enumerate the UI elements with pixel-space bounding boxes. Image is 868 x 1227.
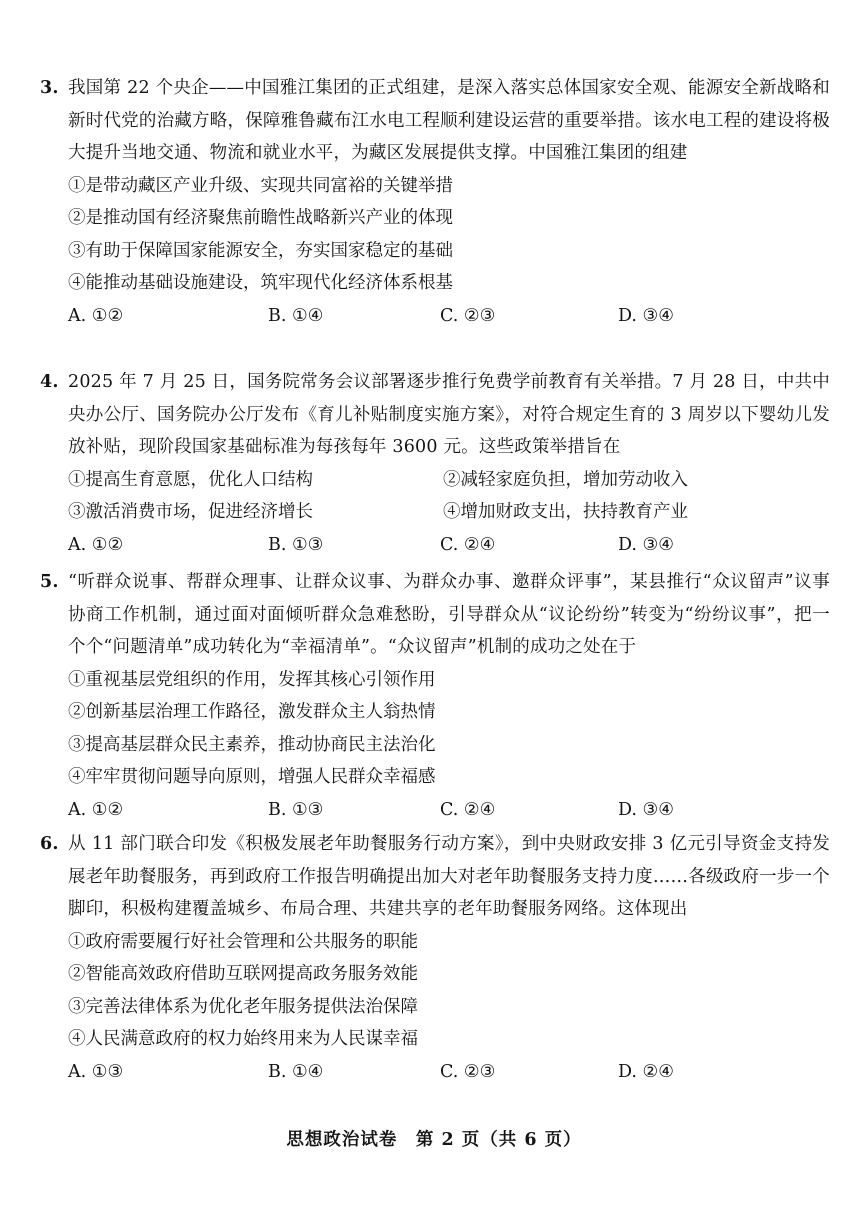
question-stem xyxy=(40,566,830,664)
statement-1: ①提高生育意愿，优化人口结构 xyxy=(68,469,313,490)
question-stem xyxy=(40,72,830,170)
option-d: D. ③④ xyxy=(618,799,674,820)
question-6 xyxy=(40,828,830,1088)
question-text: “听群众说事、帮群众理事、让群众议事、为群众办事、邀群众评事”，某县推行“众议留声”议事协商工作机制，通过面对面倾听群众急难愁盼，引导群众从“议论纷纷”转变为“纷纷议事”，把一个个“问题清单”成功转化为“幸福清单”。“众议留声”机制的成功之处在于 xyxy=(68,572,830,657)
option-b: B. ①③ xyxy=(268,799,324,820)
option-b: B. ①③ xyxy=(268,534,324,555)
statement-3: ③完善法律体系为优化老年服务提供法治保障 xyxy=(68,996,418,1017)
question-number: 4. xyxy=(40,372,59,392)
option-d: D. ②④ xyxy=(618,1061,674,1082)
question-4 xyxy=(40,366,830,561)
answer-options xyxy=(40,1056,830,1089)
statement-4: ④增加财政支出，扶持教育产业 xyxy=(443,502,688,522)
question-stem xyxy=(40,828,830,926)
statement-2: ②智能高效政府借助互联网提高政务服务效能 xyxy=(68,964,418,984)
question-text: 我国第 22 个央企——中国雅江集团的正式组建，是深入落实总体国家安全观、能源安全新战略和新时代党的治藏方略，保障雅鲁藏布江水电工程顺利建设运营的重要举措。该水电工程的建设将极大提升当地交通、物流和就业水平，为藏区发展提供支撑。中国雅江集团的组建 xyxy=(68,78,830,163)
statement-2: ②减轻家庭负担，增加劳动收入 xyxy=(443,469,688,490)
question-number: 3. xyxy=(40,78,59,98)
option-c: C. ②③ xyxy=(440,305,496,326)
statement-3: ③有助于保障国家能源安全，夯实国家稳定的基础 xyxy=(68,240,453,261)
option-b: B. ①④ xyxy=(268,1061,324,1082)
question-5 xyxy=(40,566,830,826)
statement-3: ③提高基层群众民主素养，推动协商民主法治化 xyxy=(68,734,436,755)
question-stem xyxy=(40,366,830,464)
statement-1: ①政府需要履行好社会管理和公共服务的职能 xyxy=(68,931,418,952)
option-d: D. ③④ xyxy=(618,305,674,326)
statement-3: ③激活消费市场，促进经济增长 xyxy=(68,502,313,522)
statement-1: ①重视基层党组织的作用，发挥其核心引领作用 xyxy=(68,669,436,690)
statement-4: ④人民满意政府的权力始终用来为人民谋幸福 xyxy=(68,1029,418,1049)
option-c: C. ②③ xyxy=(440,1061,496,1082)
option-b: B. ①④ xyxy=(268,305,324,326)
question-number: 5. xyxy=(40,572,59,592)
statement-2: ②创新基层治理工作路径，激发群众主人翁热情 xyxy=(68,702,436,722)
statement-4: ④能推动基础设施建设，筑牢现代化经济体系根基 xyxy=(68,273,453,293)
option-d: D. ③④ xyxy=(618,534,674,555)
statement-grid xyxy=(40,464,830,529)
option-a: A. ①③ xyxy=(68,1061,124,1082)
statement-1: ①是带动藏区产业升级、实现共同富裕的关键举措 xyxy=(68,175,453,196)
option-a: A. ①② xyxy=(68,534,124,555)
option-c: C. ②④ xyxy=(440,534,496,555)
statement-4: ④牢牢贯彻问题导向原则，增强人民群众幸福感 xyxy=(68,767,436,787)
question-number: 6. xyxy=(40,834,59,854)
page-footer: 思想政治试卷 第 2 页（共 6 页） xyxy=(286,1130,582,1150)
statement-2: ②是推动国有经济聚焦前瞻性战略新兴产业的体现 xyxy=(68,208,453,228)
answer-options xyxy=(40,529,830,562)
option-a: A. ①② xyxy=(68,305,124,326)
question-text: 2025 年 7 月 25 日，国务院常务会议部署逐步推行免费学前教育有关举措。7 月 28 日，中共中央办公厅、国务院办公厅发布《育儿补贴制度实施方案》，对符合规定生育的 3 周岁以下婴幼儿发放补贴，现阶段国家基础标准为每孩每年 3600 元。这些政策举措旨在 xyxy=(68,372,830,457)
question-3 xyxy=(40,72,830,332)
option-a: A. ①② xyxy=(68,799,124,820)
answer-options xyxy=(40,794,830,827)
answer-options xyxy=(40,300,830,333)
question-text: 从 11 部门联合印发《积极发展老年助餐服务行动方案》，到中央财政安排 3 亿元引导资金支持发展老年助餐服务，再到政府工作报告明确提出加大对老年助餐服务支持力度……各级政府一步一个脚印，积极构建覆盖城乡、布局合理、共建共享的老年助餐服务网络。这体现出 xyxy=(68,834,830,919)
option-c: C. ②④ xyxy=(440,799,496,820)
